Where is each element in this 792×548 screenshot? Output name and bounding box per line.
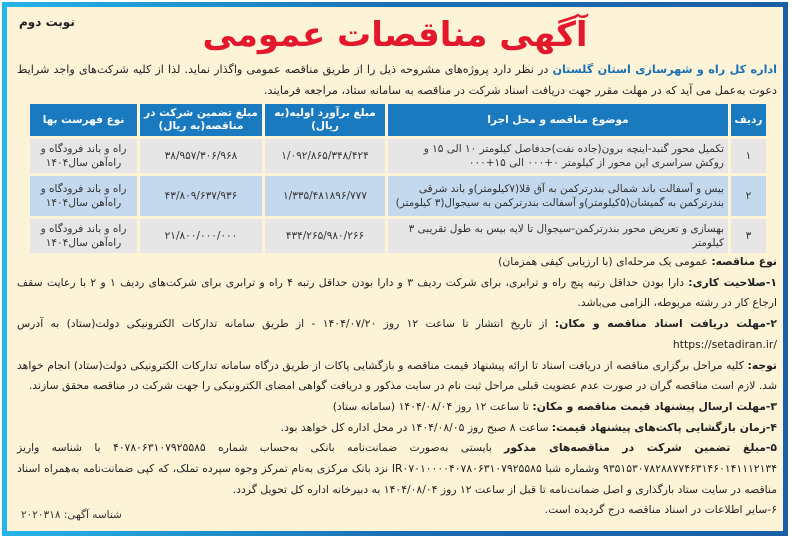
qualification <box>17 273 777 314</box>
item-text: کلیه مراحل برگزاری مناقصه از دریافت اسناد تا ارائه پیشنهاد قیمت مناقصه و بازگشایی پاکات از طریق درگاه سامانه تدارکات الکترونیکی دولت(ستاد) انجام خواهد شد. لازم است مناقصه گران در صورت عدم عضویت قبلی مراحل ثبت نام در سایت مذکور و دریافت گواهی امضای الکترونیکی را جهت شرکت در مناقصه محقق سازند. <box>17 358 777 393</box>
row-subject: بیس و آسفالت باند شمالی بندرترکمن به آق قلا(۷کیلومتر)و باند شرقی بندرترکمن به گمیشان(۵کیلومتر)و آسفالت بندرترکمن به سیجوال(۳ کیلومتر) <box>388 176 728 216</box>
row-price-list: راه و باند فرودگاه و راه‌آهن سال۱۴۰۴ <box>30 219 137 253</box>
row-subject: بهسازی و تعریض محور بندرترکمن-سیجوال تا لایه بیس به طول تقریبی ۳ کیلومتر <box>388 219 728 253</box>
item-text: دارا بودن حداقل رتبه پنج راه و ترابری، برای شرکت ردیف ۳ و دارا بودن حداقل رتبه ۴ راه و ترابری برای شرکت‌های ردیف ۱ و ۲ با رعایت سقف ارجاع کار در رشته مربوطه، الزامی می‌باشد. <box>17 275 777 310</box>
tender-type <box>17 252 777 273</box>
guarantee-info <box>17 438 777 500</box>
row-guarantee: ۳۸/۹۵۷/۳۰۶/۹۶۸ <box>140 139 262 173</box>
item-label: ۱-صلاحیت کاری: <box>688 275 777 289</box>
row-guarantee: ۲۱/۸۰۰/۰۰۰/۰۰۰ <box>140 219 262 253</box>
row-number: ۳ <box>731 219 766 253</box>
row-number: ۲ <box>731 176 766 216</box>
conditions <box>17 252 777 521</box>
header-estimate: مبلغ برآورد اولیه(به ریال) <box>265 104 385 136</box>
item-text: بایستی به‌صورت ضمانت‌نامه بانکی به‌حساب شماره ۴۰۷۸۰۶۳۱۰۷۹۲۵۵۸۵ با شناسه واریز ۹۳۵۱۵۳۰۷۸۲۸۸۷۷۴۶۳۱۴۶۰۱۴۱۱۱۲۱۳۴ وشماره شبا IR۰۷۰۱۰۰۰۰۴۰۷۸۰۶۳۱۰۷۹۲۵۵۸۵ نزد بانک مرکزی به‌نام تمرکز وجوه سپرده تملک، که کپی ضمانت‌نامه به‌همراه اسناد مناقصه در سایت ستاد بارگذاری و اصل ضمانت‌نامه تا قبل از ساعت ۱۲ روز ۱۴۰۴/۰۸/۰۴ به دبیرخانه اداره کل تحویل گردد. <box>17 441 777 496</box>
item-text: تا ساعت ۱۲ روز ۱۴۰۴/۰۸/۰۴ (سامانه ستاد) <box>332 399 533 413</box>
header-row-number: ردیف <box>731 104 766 136</box>
notice-body <box>7 7 783 531</box>
row-subject: تکمیل محور گنبد-اینچه برون(جاده نفت)حدفاصل کیلومتر ۱۰ الی ۱۵ و روکش سراسری این محور از کیلومتر ۰+۰۰۰ الی ۱۵+۰۰۰ <box>388 139 728 173</box>
row-guarantee: ۴۳/۸۰۹/۶۳۷/۹۳۶ <box>140 176 262 216</box>
bid-deadline <box>17 397 777 418</box>
notice-frame <box>2 2 788 536</box>
header-subject: موضوع مناقصه و محل اجرا <box>388 104 728 136</box>
tender-table <box>27 101 769 256</box>
note <box>17 356 777 397</box>
item-text: عمومی یک مرحله‌ای (با ارزیابی کیفی همزمان) <box>498 255 712 268</box>
table-row <box>30 219 766 253</box>
row-price-list: راه و باند فرودگاه و راه‌آهن سال۱۴۰۴ <box>30 176 137 216</box>
item-label: ۲-مهلت دریافت اسناد مناقصه و مکان: <box>554 317 777 331</box>
other-info <box>17 500 777 521</box>
table-header <box>30 104 766 136</box>
document-deadline <box>17 314 777 355</box>
item-text: ساعت ۸ صبح روز ۱۴۰۴/۰۸/۰۵ در محل اداره کل خواهد بود. <box>280 420 552 434</box>
row-estimate: ۱/۳۳۵/۴۸۱۸۹۶/۷۷۷ <box>265 176 385 216</box>
header-price-list: نوع فهرست بها <box>30 104 137 136</box>
item-text: ۶-سایر اطلاعات در اسناد مناقصه درج گردیده است. <box>544 503 777 517</box>
intro-text: در نظر دارد پروژه‌های مشروحه ذیل را از طریق مناقصه عمومی واگذار نماید. لذا از کلیه شرکت‌های واجد شرایط دعوت به‌عمل می آید که در مهلت مقرر جهت دریافت اسناد شرکت در مناقصه به سامانه ستاد، مراجعه فرمایند. <box>17 63 777 97</box>
setad-link[interactable]: https://setadiran.ir/ <box>672 337 777 351</box>
item-label: توجه: <box>747 358 777 372</box>
ad-id: شناسه آگهی: ۲۰۲۰۳۱۸ <box>21 509 122 521</box>
item-label: ۵-مبلغ تضمین شرکت در مناقصه‌های مذکور <box>504 441 777 455</box>
row-estimate: ۱/۰۹۲/۸۶۵/۳۴۸/۴۲۴ <box>265 139 385 173</box>
header-guarantee: مبلغ تضمین شرکت در مناقصه(به ریال) <box>140 104 262 136</box>
round-label: نوبت دوم <box>19 15 75 29</box>
item-text: از تاریخ انتشار تا ساعت ۱۲ روز ۱۴۰۴/۰۷/۲۰ - از طریق سامانه تدارکات الکترونیکی دولت(ستاد) به آدرس <box>17 317 555 331</box>
intro-paragraph <box>17 59 777 101</box>
item-label: ۳-مهلت ارسال پیشنهاد قیمت مناقصه و مکان: <box>532 399 777 413</box>
row-estimate: ۴۳۴/۲۶۵/۹۸۰/۲۶۶ <box>265 219 385 253</box>
item-label: نوع مناقصه: <box>711 255 777 268</box>
page-title: آگهی مناقصات عمومی <box>202 15 588 55</box>
row-price-list: راه و باند فرودگاه و راه‌آهن سال۱۴۰۴ <box>30 139 137 173</box>
table-row <box>30 139 766 173</box>
opening-time <box>17 418 777 439</box>
organization-name: اداره کل راه و شهرسازی استان گلستان <box>552 63 777 76</box>
table-row <box>30 176 766 216</box>
item-label: ۴-زمان بازگشایی پاکت‌های پیشنهاد قیمت: <box>551 420 777 434</box>
row-number: ۱ <box>731 139 766 173</box>
